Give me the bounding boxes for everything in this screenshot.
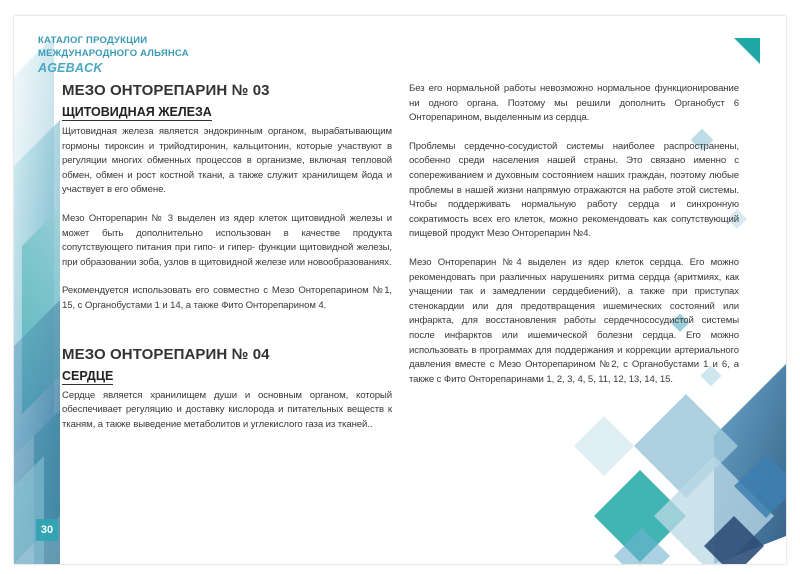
page-number: 30 (40, 524, 54, 536)
brand-line-1: КАТАЛОГ ПРОДУКЦИИ (38, 35, 148, 46)
brand-line-2: МЕЖДУНАРОДНОГО АЛЬЯНСА (38, 48, 189, 59)
top-right-triangle (734, 38, 760, 64)
brand-name: AGEBACK (38, 61, 103, 75)
section1-paragraph-3: Рекомендуется использовать его совместно с Мезо Онторепарином №1, 15, с Органобустами 1 и 14, а также Фито Онторепарином 4. (62, 285, 392, 311)
section1-paragraph-2: Мезо Онторепарин № 3 выделен из ядер клеток щитовидной железы и может быть дополнительно использован в качестве продукта сопутствующего питания при гипо- и гипер- функции щитовидной железы, при образовании зоба, узлов в щитовидной железе или новообразованиях. (62, 212, 392, 268)
right-paragraph-1: Без его нормальной работы невозможно нормальное функционирование ни одного органа. Поэтому мы решили дополнить Органобуст 6 Онторепарином, выделенным из сердца. (409, 83, 739, 124)
catalog-page (14, 16, 786, 564)
section1-subtitle: ЩИТОВИДНАЯ ЖЕЛЕЗА (62, 105, 212, 119)
diamond-pale (574, 416, 634, 476)
right-paragraph-2: Проблемы сердечно-сосудистой системы наиболее распространены, особенно среди населения нашей страны. Это связано именно с сопереживанием и духовным состоянием наших граждан, поэтому любые проблемы в нашей жизни напрямую отражаются на работе этой системы. Чтобы поддерживать нормальную работу сердца и синхронную сократимость всех его клеток, можно рекомендовать как сопутствующий пищевой продукт Мезо Онторепарин №4. (409, 140, 739, 240)
right-paragraph-3: Мезо Онторепарин №4 выделен из ядер клеток сердца. Его можно рекомендовать при различных нарушениях ритма сердца (аритмиях, как учащении так и замедлении сердцебиений), а также при приступах стенокардии или для предотвращения ишемических состояний или инфаркта, для восстановления работы сердечнососудистой системы после инфарктов или ишемической болезни сердца. Его можно использовать в программах для поддержания и коррекции артериального давления вместе с Мезо Онторепарином №2, с Органобустами 1 и 6, а также с Фито Онторепаринами 1, 2, 3, 4, 5, 11, 12, 13, 14, 15. (409, 256, 739, 385)
section2-paragraph-1: Сердце является хранилищем души и основным органом, который обеспечивает регуляцию и доставку кислорода и питательных веществ к тканям, а также выведение метаболитов и углекислого газа из тканей.. (62, 389, 392, 430)
brand-block (38, 34, 189, 76)
section2-title: МЕЗО ОНТОРЕПАРИН № 04 (62, 345, 270, 363)
section1-title: МЕЗО ОНТОРЕПАРИН № 03 (62, 82, 270, 99)
section1-paragraph-1: Щитовидная железа является эндокринным органом, вырабатывающим гормоны тироксин и трийодтиронин, кальцитонин, которые участвуют в регуляции многих обменных процессов в организме, включая тепловой обмен, обмен и рост костной ткани, а также служит хранилищем йода и участвует в его обмене. (62, 126, 392, 196)
left-column (62, 82, 392, 432)
right-column (409, 82, 739, 387)
section2-subtitle: СЕРДЦЕ (62, 368, 114, 383)
